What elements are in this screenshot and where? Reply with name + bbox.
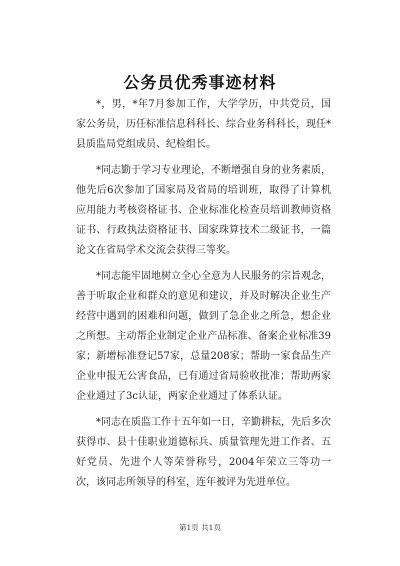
- page-footer: 第1页 共1页: [179, 523, 221, 532]
- document-body: [76, 95, 331, 499]
- paragraph-study: *同志勤于学习专业理论，不断增强自身的业务素质，他先后6次参加了国家局及省局的培训班，取得了计算机应用能力考核资格证书、企业标准化检查员培训教师资格证书、行政执法资格证书、国家珠算技术二级证书，一篇论文在省局学术交流会获得三等奖。: [76, 165, 331, 256]
- document-title: 公务员优秀事迹材料: [123, 73, 277, 92]
- paragraph-service: *同志能牢固地树立全心全意为人民服务的宗旨观念，善于听取企业和群众的意见和建议，并及时解决企业生产经营中遇到的困难和问题，做到了急企业之所急，想企业之所想。主动帮企业制定企业产品标准、备案企业标准39家；新增标准登记57家，总量208家；帮助一家食品生产企业申报无公害食品，已有通过省局验收批准；帮助两家企业通过了3c认证，两家企业通过了体系认证。: [76, 271, 331, 402]
- paragraph-honors: *同志在质监工作十五年如一日，辛勤耕耘，先后多次获得市、县十佳职业道德标兵、质量管理先进工作者、五好党员、先进个人等荣誉称号，2004年荣立三等功一次，该同志所领导的科室，连年被评为先进单位。: [76, 417, 331, 488]
- paragraph-profile: *，男，*年7月参加工作，大学学历，中共党员，国家公务员，历任标准信息科科长、综合业务科科长，现任*县质监局党组成员、纪检组长。: [76, 99, 331, 150]
